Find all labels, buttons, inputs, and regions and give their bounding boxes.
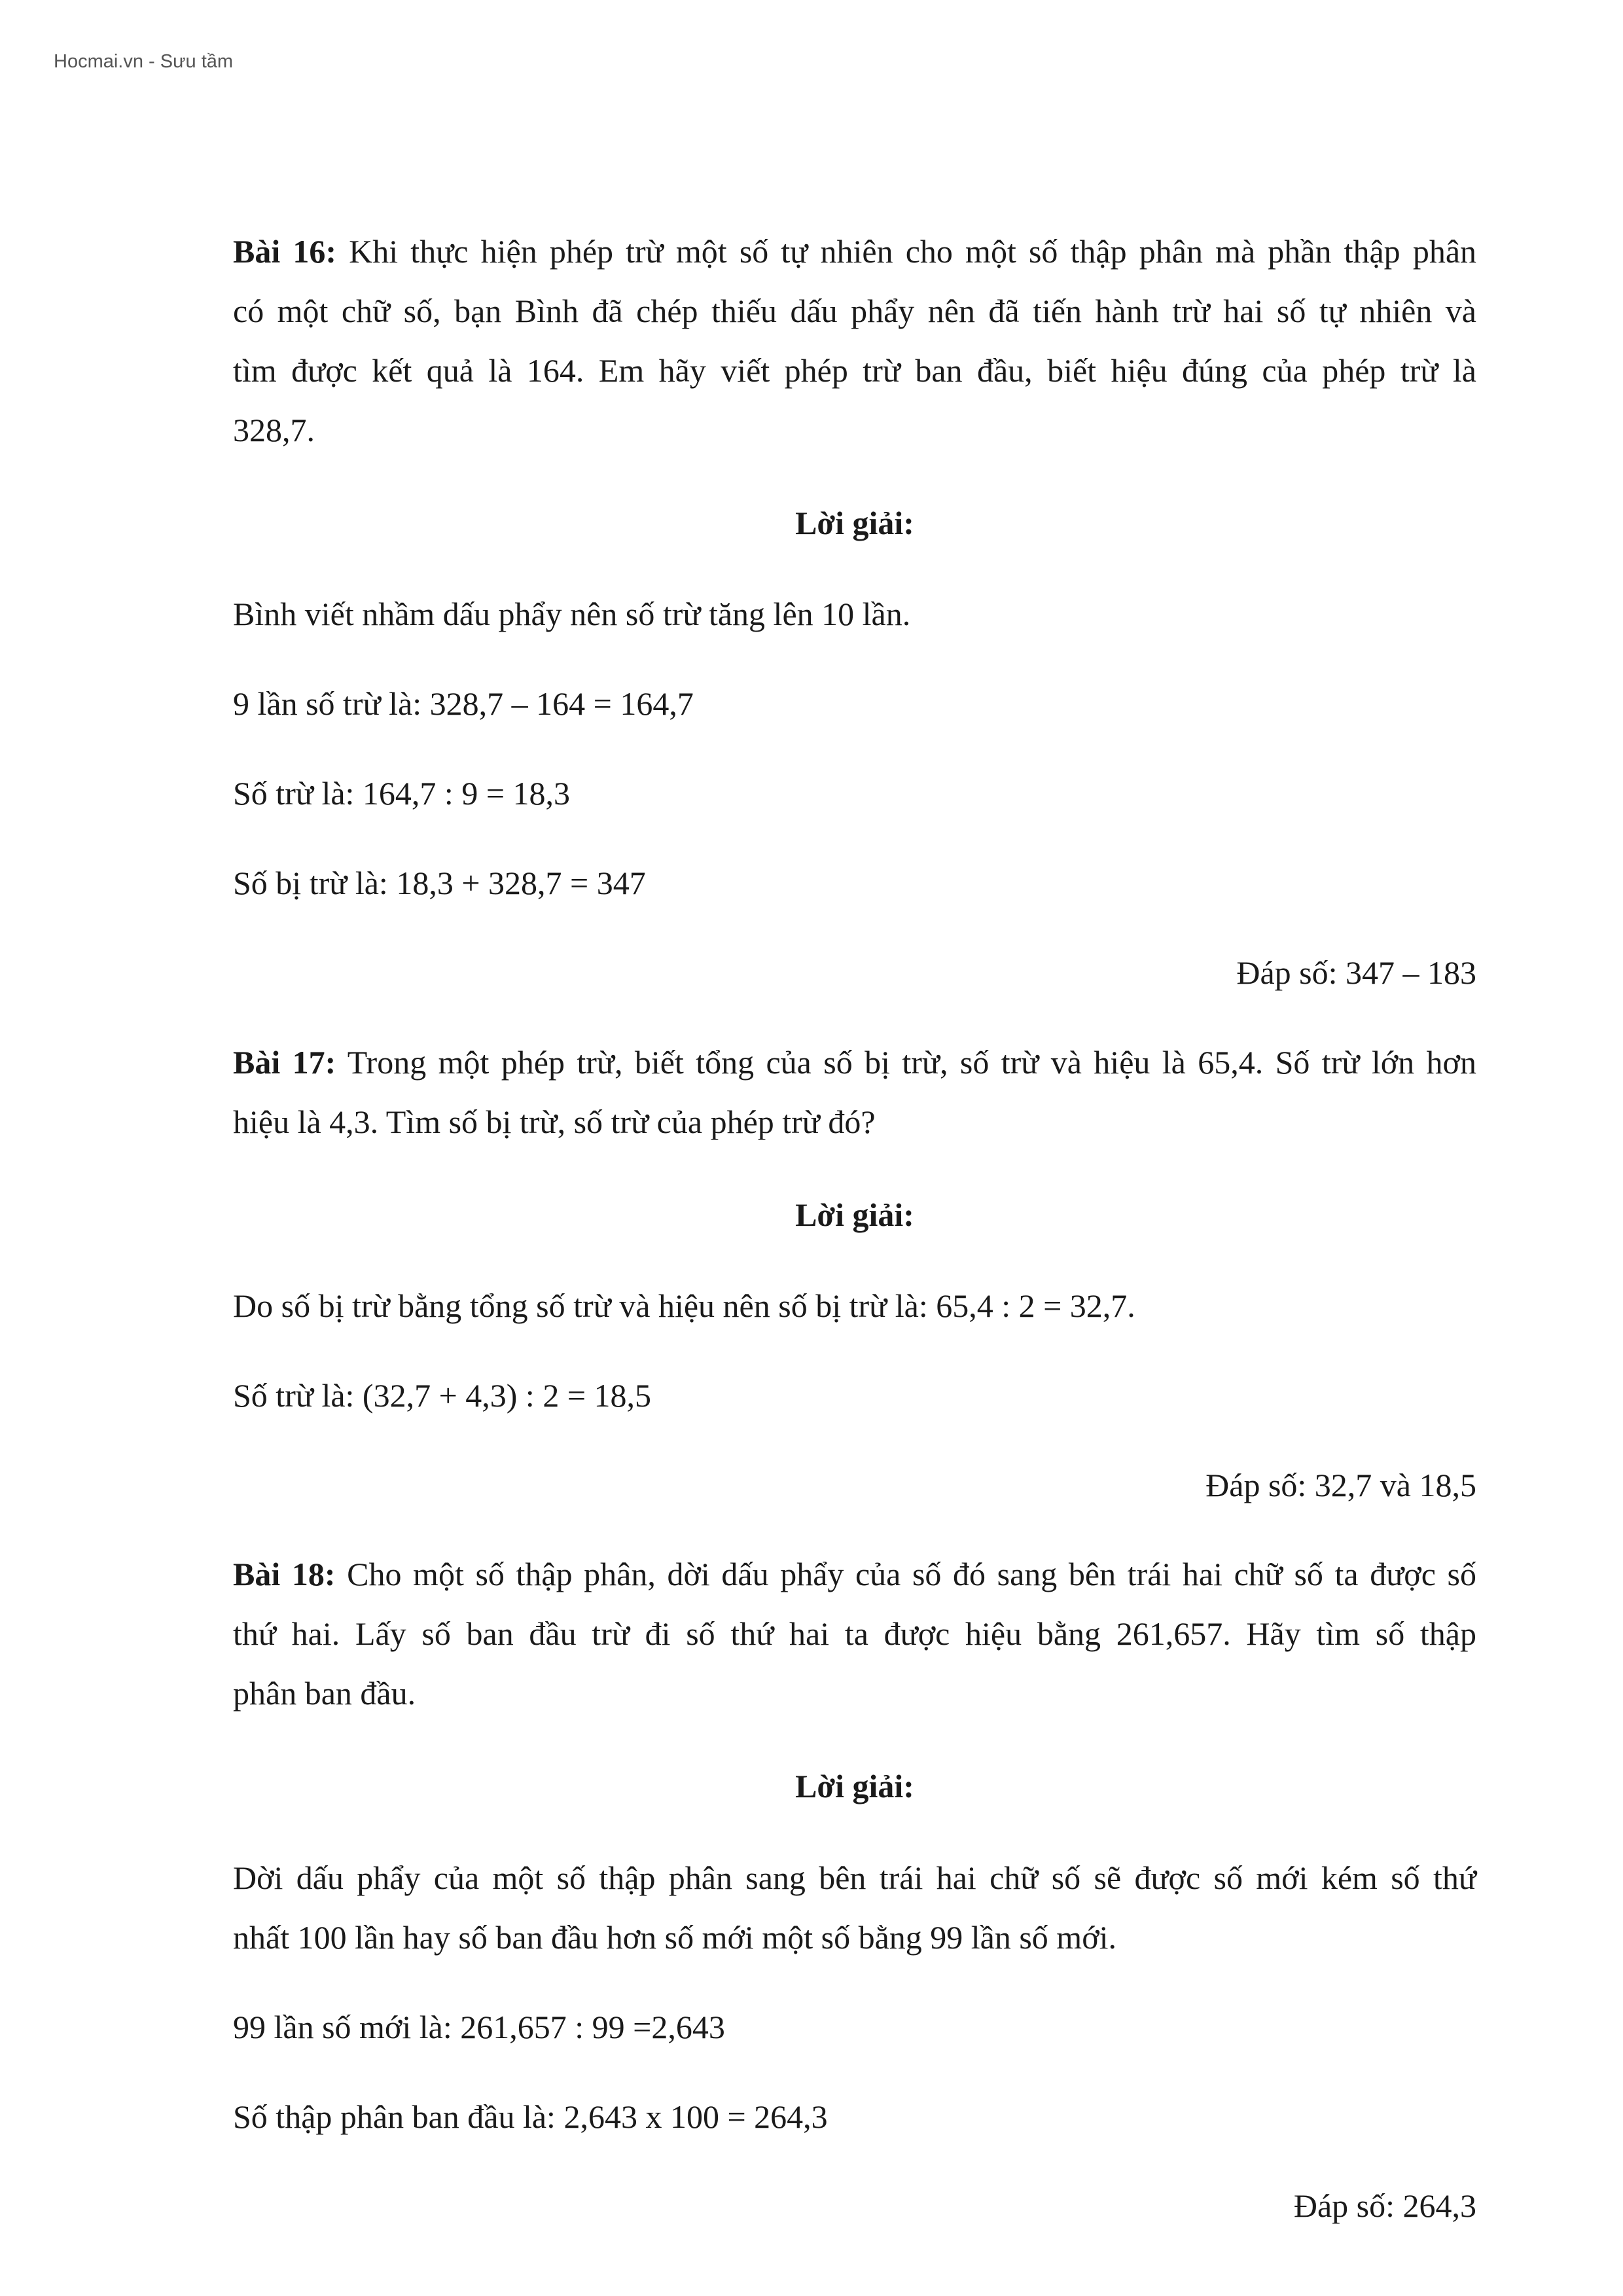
page-header-source: Hocmai.vn - Sưu tầm xyxy=(54,51,234,72)
problem-18-solution-heading: Lời giải: xyxy=(795,1768,914,1804)
problem-18-step-4: Số thập phân ban đầu là: 2,643 x 100 = 264,3 xyxy=(233,2098,828,2135)
problem-16-step-4: Số bị trừ là: 18,3 + 328,7 = 347 xyxy=(233,865,646,901)
problem-16-line-4: 328,7. xyxy=(233,412,315,448)
problem-16-line-3: tìm được kết quả là 164. Em hãy viết phép trừ ban đầu, biết hiệu đúng của phép trừ là xyxy=(233,352,1476,389)
problem-16-step-3: Số trừ là: 164,7 : 9 = 18,3 xyxy=(233,775,571,812)
problem-18-line-1: Bài 18: Cho một số thập phân, dời dấu phẩy của số đó sang bên trái hai chữ số ta được số xyxy=(233,1556,1476,1592)
problem-17-answer: Đáp số: 32,7 và 18,5 xyxy=(1205,1467,1476,1503)
problem-17-line-1: Bài 17: Trong một phép trừ, biết tổng của số bị trừ, số trừ và hiệu là 65,4. Số trừ lớn hơn xyxy=(233,1044,1476,1081)
problem-18-answer: Đáp số: 264,3 xyxy=(1293,2187,1476,2224)
problem-18-label: Bài 18: xyxy=(233,1556,336,1592)
problem-17-step-2: Số trừ là: (32,7 + 4,3) : 2 = 18,5 xyxy=(233,1377,652,1414)
problem-16-line-1: Bài 16: Khi thực hiện phép trừ một số tự nhiên cho một số thập phân mà phần thập phân xyxy=(233,233,1477,270)
problem-16-solution-heading: Lời giải: xyxy=(795,505,914,541)
problem-16-answer: Đáp số: 347 – 183 xyxy=(1236,954,1476,991)
problem-17-step-1: Do số bị trừ bằng tổng số trừ và hiệu nên số bị trừ là: 65,4 : 2 = 32,7. xyxy=(233,1287,1135,1324)
problem-16-label: Bài 16: xyxy=(233,233,337,270)
problem-16-line-2: có một chữ số, bạn Bình đã chép thiếu dấu phẩy nên đã tiến hành trừ hai số tự nhiên và xyxy=(233,293,1476,329)
problem-18-step-1: Dời dấu phẩy của một số thập phân sang bên trái hai chữ số sẽ được số mới kém số thứ xyxy=(233,1859,1476,1896)
problem-18-line-2: thứ hai. Lấy số ban đầu trừ đi số thứ hai ta được hiệu bằng 261,657. Hãy tìm số thập xyxy=(233,1615,1476,1652)
problem-16-step-1: Bình viết nhầm dấu phẩy nên số trừ tăng lên 10 lần. xyxy=(233,596,911,632)
problem-16-step-2: 9 lần số trừ là: 328,7 – 164 = 164,7 xyxy=(233,685,694,722)
problem-18-step-2: nhất 100 lần hay số ban đầu hơn số mới một số bằng 99 lần số mới. xyxy=(233,1919,1117,1956)
problem-17-line-2: hiệu là 4,3. Tìm số bị trừ, số trừ của phép trừ đó? xyxy=(233,1103,876,1140)
problem-17-solution-heading: Lời giải: xyxy=(795,1196,914,1233)
problem-17-label: Bài 17: xyxy=(233,1044,336,1081)
problem-18-step-3: 99 lần số mới là: 261,657 : 99 =2,643 xyxy=(233,2009,725,2045)
problem-18-line-3: phân ban đầu. xyxy=(233,1675,416,1712)
